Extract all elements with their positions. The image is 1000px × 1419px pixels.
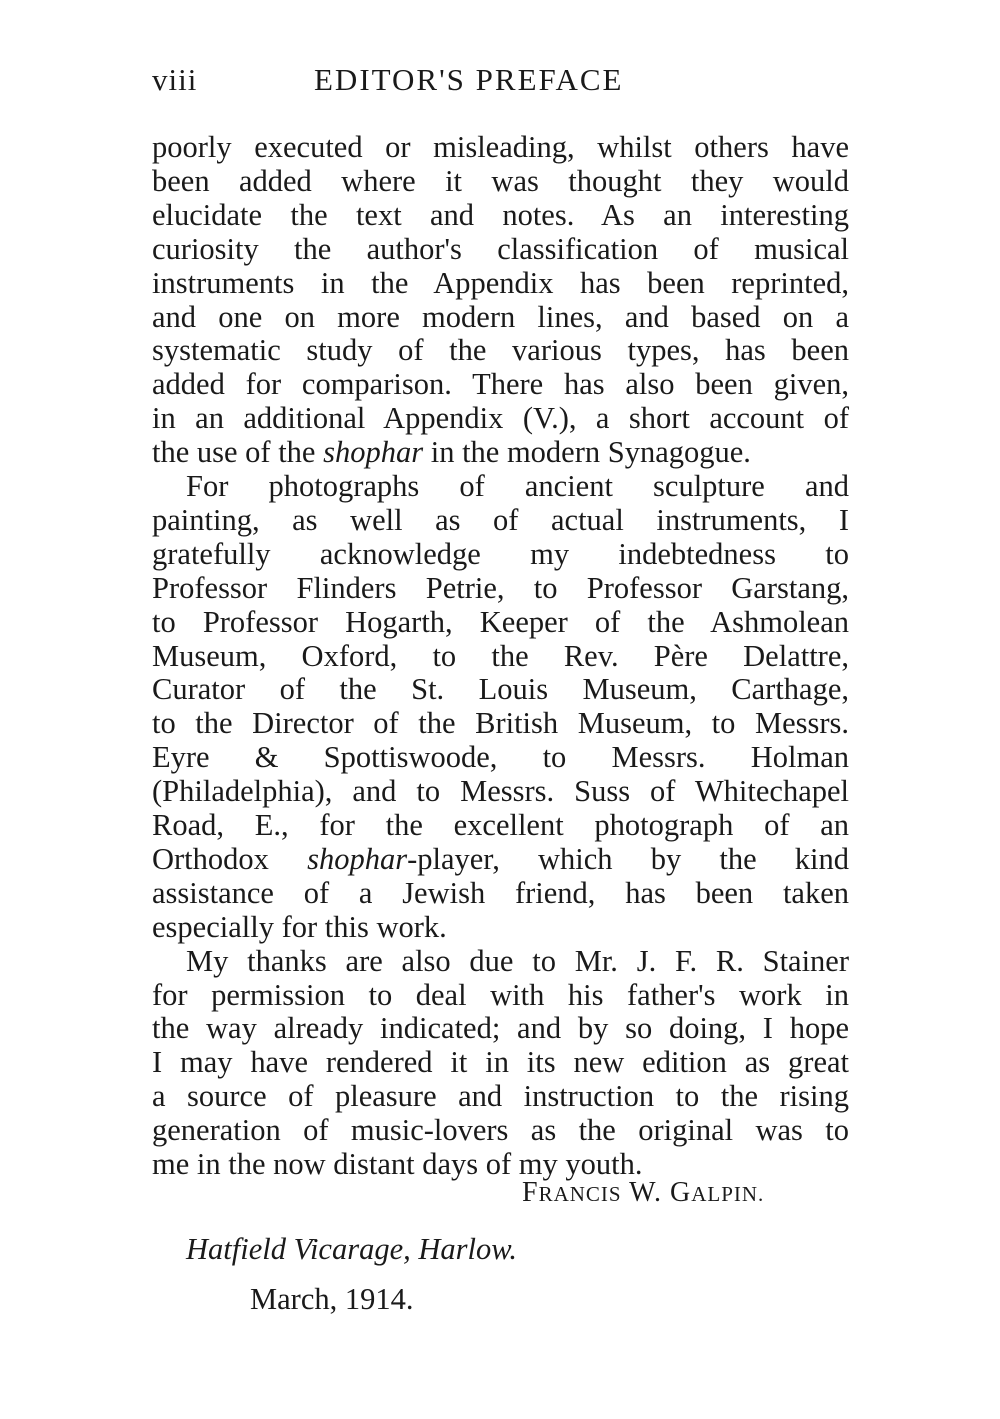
text-line: Museum, Oxford, to the Rev. Père Delattre, (152, 639, 849, 673)
page-header (152, 62, 852, 110)
signature-middle: W. (621, 1177, 670, 1208)
text-line: in an additional Appendix (V.), a short account of (152, 401, 849, 435)
text-line: been added where it was thought they would (152, 164, 849, 198)
text-line: My thanks are also due to Mr. J. F. R. Stainer (186, 944, 849, 978)
text-line: Eyre & Spottiswoode, to Messrs. Holman (152, 740, 849, 774)
text-line: I may have rendered it in its new edition as great (152, 1045, 849, 1079)
text-line: the way already indicated; and by so doing, I hope (152, 1011, 849, 1045)
text-line (152, 842, 849, 876)
text-line: assistance of a Jewish friend, has been taken (152, 876, 849, 910)
text-line: to Professor Hogarth, Keeper of the Ashmolean (152, 605, 849, 639)
text-segment: the use of the (152, 435, 324, 469)
italic-term: shophar (307, 842, 408, 876)
text-line: elucidate the text and notes. As an interesting (152, 198, 849, 232)
text-line: generation of music-lovers as the original was to (152, 1113, 849, 1147)
signature (522, 1177, 764, 1209)
text-line: added for comparison. There has also been given, (152, 367, 849, 401)
text-line: Curator of the St. Louis Museum, Carthage, (152, 672, 849, 706)
italic-term: shophar (323, 435, 424, 469)
text-line: (Philadelphia), and to Messrs. Suss of Whitechapel (152, 774, 849, 808)
text-line: Professor Flinders Petrie, to Professor Garstang, (152, 571, 849, 605)
text-line: to the Director of the British Museum, to Messrs. (152, 706, 849, 740)
text-line: especially for this work. (152, 910, 447, 944)
text-segment: Orthodox (152, 842, 308, 876)
text-line: a source of pleasure and instruction to the rising (152, 1079, 849, 1113)
page-number: viii (152, 62, 198, 97)
text-line: me in the now distant days of my youth. (152, 1147, 643, 1181)
text-line: Road, E., for the excellent photograph of an (152, 808, 849, 842)
text-line (152, 435, 849, 469)
text-line: systematic study of the various types, has been (152, 333, 849, 367)
text-line: For photographs of ancient sculpture and (186, 469, 849, 503)
text-line: and one on more modern lines, and based on a (152, 300, 849, 334)
text-line: gratefully acknowledge my indebtedness to (152, 537, 849, 571)
date-line: March, 1914. (250, 1282, 414, 1316)
running-title: EDITOR'S PREFACE (314, 62, 624, 97)
signature-first-rest: RANCIS (538, 1182, 622, 1206)
text-line: painting, as well as of actual instruments, I (152, 503, 849, 537)
signature-last-rest: ALPIN. (691, 1182, 765, 1206)
text-line: instruments in the Appendix has been reprinted, (152, 266, 849, 300)
signature-last-initial: G (669, 1177, 692, 1208)
text-segment: in the modern Synagogue. (423, 435, 751, 469)
signature-first-initial: F (522, 1177, 539, 1208)
text-line: poorly executed or misleading, whilst others have (152, 130, 849, 164)
place-line: Hatfield Vicarage, Harlow. (186, 1232, 517, 1266)
text-line: for permission to deal with his father's work in (152, 978, 849, 1012)
text-segment: -player, which by the kind (407, 842, 849, 876)
text-line: curiosity the author's classification of musical (152, 232, 849, 266)
